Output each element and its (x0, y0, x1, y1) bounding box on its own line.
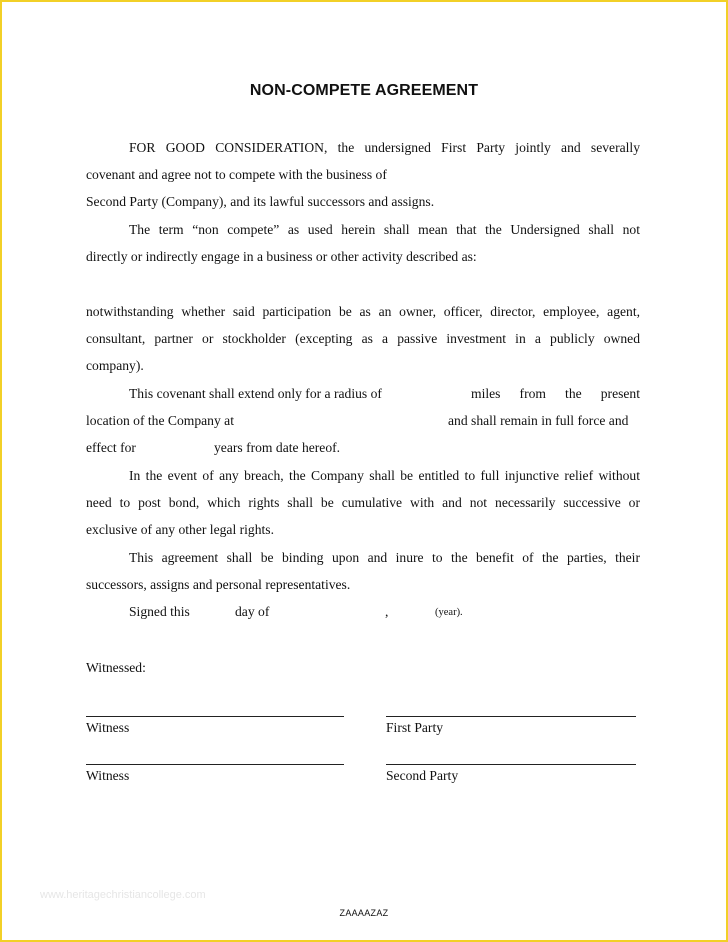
paragraph-6-line-2: successors, assigns and personal representatives. (86, 577, 351, 592)
paragraph-6-line-1: This agreement shall be binding upon and inure to the benefit of the parties, their (129, 550, 640, 565)
paragraph-4-line-3-end: years from date hereof. (214, 440, 341, 455)
page-footer: ZAAAAZAZ (339, 908, 389, 918)
watermark-text: www.heritagechristiancollege.com (40, 889, 206, 901)
paragraph-2-line-1: The term “non compete” as used herein shall mean that the Undersigned shall not (129, 222, 640, 237)
witnessed-label: Witnessed: (86, 660, 146, 675)
paragraph-4-line-1-start: This covenant shall extend only for a radius of (129, 386, 382, 401)
paragraph-3-line-3: company). (86, 358, 144, 373)
paragraph-2-line-2: directly or indirectly engage in a business or other activity described as: (86, 249, 477, 264)
first-party-label: First Party (386, 720, 444, 735)
second-party-label: Second Party (386, 768, 459, 783)
witness-1-signature-line (86, 716, 344, 717)
date-comma: , (385, 604, 389, 619)
paragraph-1-line-2: covenant and agree not to compete with the business of (86, 167, 387, 182)
witness-2-signature-line (86, 764, 344, 765)
second-party-signature-line (386, 764, 636, 765)
paragraph-5-line-1: In the event of any breach, the Company shall be entitled to full injunctive relief without (129, 468, 640, 483)
paragraph-4-line-1-end: miles from the present (471, 386, 640, 401)
year-label: (year). (435, 607, 463, 618)
paragraph-4-line-2-start: location of the Company at (86, 413, 234, 428)
paragraph-5-line-2: need to post bond, which rights shall be cumulative with and not necessarily successive or (86, 495, 640, 510)
paragraph-1-line-3: Second Party (Company), and its lawful successors and assigns. (86, 194, 435, 209)
paragraph-4-line-3-start: effect for (86, 440, 136, 455)
paragraph-4-line-2-end: and shall remain in full force and (448, 413, 629, 428)
paragraph-5-line-3: exclusive of any other legal rights. (86, 522, 274, 537)
signed-this-label: Signed this (129, 604, 190, 619)
document-title: NON-COMPETE AGREEMENT (249, 82, 479, 99)
witness-2-label: Witness (86, 768, 130, 783)
witness-1-label: Witness (86, 720, 130, 735)
day-of-label: day of (235, 604, 270, 619)
paragraph-1-line-1: FOR GOOD CONSIDERATION, the undersigned First Party jointly and severally (129, 140, 640, 155)
paragraph-3-line-2: consultant, partner or stockholder (excepting as a passive investment in a publicly owned (86, 331, 640, 346)
paragraph-3-line-1: notwithstanding whether said participation be as an owner, officer, director, employee, agent, (86, 304, 640, 319)
first-party-signature-line (386, 716, 636, 717)
